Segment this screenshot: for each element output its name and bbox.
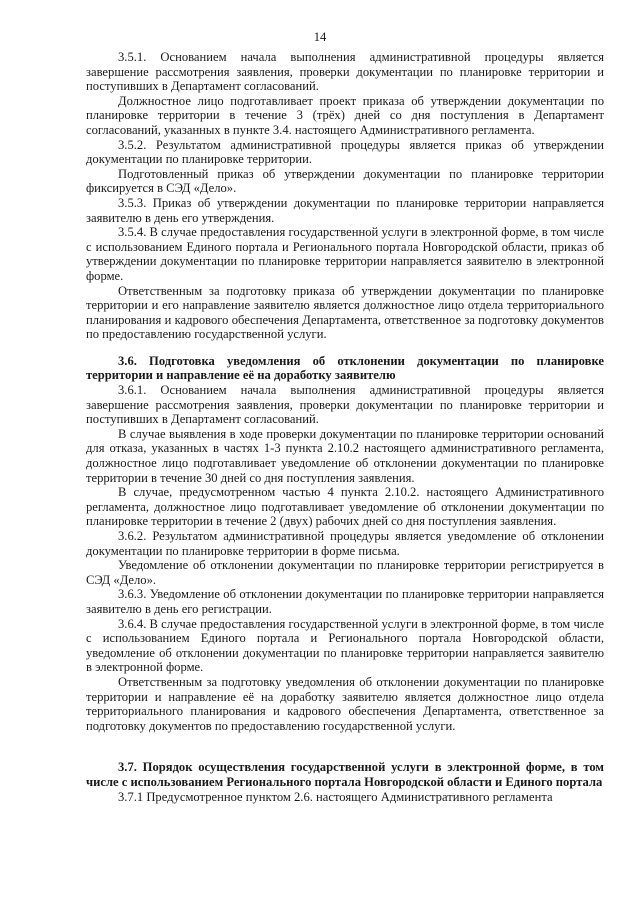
paragraph-3-7-1: 3.7.1 Предусмотренное пунктом 2.6. настоящего Административного регламента <box>118 789 553 804</box>
document-body <box>86 50 604 804</box>
paragraph-3-5-1: 3.5.1. Основанием начала выполнения административной процедуры является завершение рассмотрения заявления, проверки документации по планировке территории и поступивших в Департамент согласований. <box>86 50 604 94</box>
section-heading-3-6: 3.6. Подготовка уведомления об отклонении документации по планировке территории и направление её на доработку заявителю <box>86 353 604 383</box>
paragraph: Уведомление об отклонении документации по планировке территории регистрируется в СЭД «Дело». <box>86 558 604 587</box>
paragraph-3-6-4: 3.6.4. В случае предоставления государственной услуги в электронной форме, в том числе с использованием Единого портала и Регионального портала Новгородской области, уведомление об отклонении документации по планировке территории направляется заявителю в электронной форме. <box>86 616 604 675</box>
paragraph: В случае выявления в ходе проверки документации по планировке территории оснований для отказа, указанных в частях 1-3 пункта 2.10.2 настоящего административного регламента, должностное лицо подготавливает уведомление об отклонении документации по планировке территории в течение 30 дней со дня поступления заявления. <box>86 426 604 485</box>
paragraph: В случае, предусмотренном частью 4 пункта 2.10.2. настоящего Административного регламента, должностное лицо подготавливает уведомление об отклонении документации по планировке территории в течение 2 (двух) рабочих дней со дня поступления заявления. <box>86 485 604 529</box>
paragraph: Должностное лицо подготавливает проект приказа об утверждении документации по планировке территории в течение 3 (трёх) дней со дня поступления в Департамент согласований, указанных в пункте 3.4. настоящего Административного регламента. <box>86 93 604 137</box>
paragraph-3-5-2: 3.5.2. Результатом административной процедуры является приказ об утверждении документации по планировке территории. <box>86 137 604 167</box>
paragraph-3-6-2: 3.6.2. Результатом административной процедуры является уведомление об отклонении документации по планировке территории в форме письма. <box>86 529 604 558</box>
paragraph: Ответственным за подготовку уведомления об отклонении документации по планировке территории и направление её на доработку заявителю является должностное лицо отдела территориального планирования и кадрового обеспечения Департамента, ответственное за подготовку документов по предоставлению государственной услуги. <box>86 674 604 733</box>
paragraph-3-5-4: 3.5.4. В случае предоставления государственной услуги в электронной форме, в том числе с использованием Единого портала и Регионального портала Новгородской области, приказ об утверждении документации по планировке территории направляется заявителю в электронной форме. <box>86 225 604 283</box>
paragraph-3-6-3: 3.6.3. Уведомление об отклонении документации по планировке территории направляется заявителю в день его регистрации. <box>86 587 604 616</box>
paragraph: Ответственным за подготовку приказа об утверждении документации по планировке территории и его направление заявителю является должностное лицо отдела территориального планирования и кадрового обеспечения Департамента, ответственное за подготовку документов по предоставлению государственной услуги. <box>86 283 604 342</box>
paragraph: Подготовленный приказ об утверждении документации по планировке территории фиксируется в СЭД «Дело». <box>86 166 604 196</box>
page-number: 14 <box>313 30 327 44</box>
paragraph-3-6-1: 3.6.1. Основанием начала выполнения административной процедуры является завершение рассмотрения заявления, проверки документации по планировке территории и поступивших в Департамент согласований. <box>86 383 604 427</box>
section-heading-3-7: 3.7. Порядок осуществления государственной услуги в электронной форме, в том числе с использованием Регионального портала Новгородской области и Единого портала <box>86 760 604 789</box>
paragraph-3-5-3: 3.5.3. Приказ об утверждении документации по планировке территории направляется заявителю в день его утверждения. <box>86 195 604 225</box>
